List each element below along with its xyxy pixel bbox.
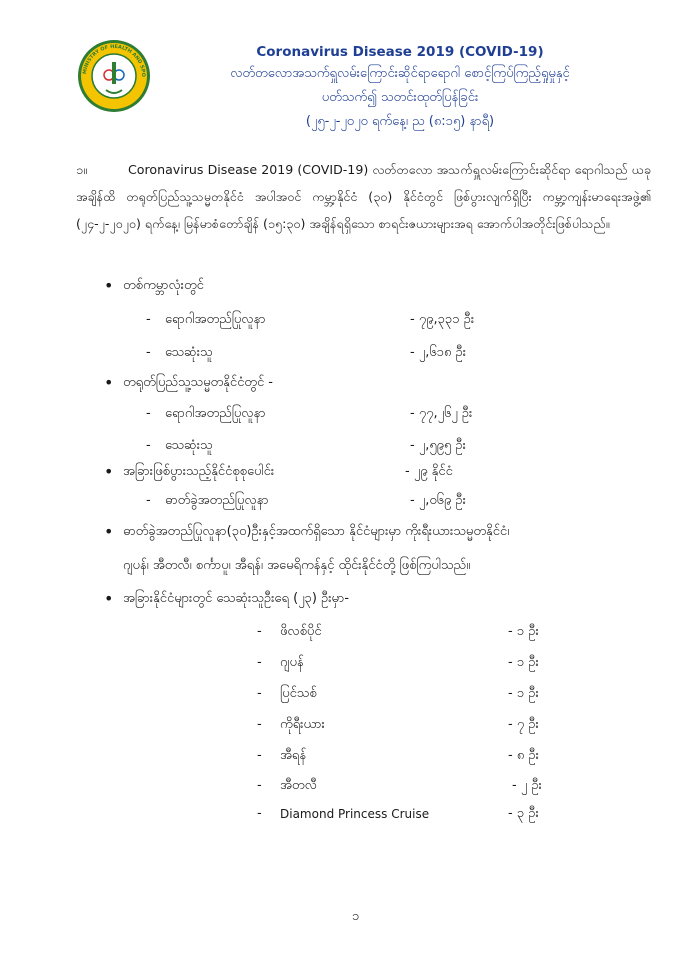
country-name: အီတလီ [280,778,317,793]
intro-paragraph [76,156,651,237]
page-number: ၁ [352,909,360,924]
country-deaths: - ၁ ဦး [508,655,539,670]
bullet-icon: • [104,462,114,481]
dash-icon: - [257,655,262,670]
other-confirmed-value: - ၂,၀၆၉ ဦး [410,493,466,508]
bullet-icon: • [104,589,114,608]
over20-line-2: ဂျပန်၊ အီတလီ၊ စင်္ကာပူ၊ အီရန်၊ အမေရိကန်နှင့် ထိုင်းနိုင်ငံတို့ ဖြစ်ကြပါသည်။ [123,558,471,573]
country-name: ဖိလစ်ပိုင် [280,624,322,639]
bullet-icon: • [104,373,114,392]
seal-arc-text: MINISTRY OF HEALTH AND SPO [81,43,147,78]
country-name: Diamond Princess Cruise [280,807,430,821]
china-deaths-value: - ၂,၅၉၅ ဦး [410,438,466,453]
dash-icon: - [146,406,151,421]
intro-text: Coronavirus Disease 2019 (COVID-19) လတ်တလော အသက်ရှူလမ်းကြောင်းဆိုင်ရာ ရောဂါသည် ယခုအချိန်ထိ တရုတ်ပြည်သူ့သမ္မတနိုင်ငံ အပါအဝင် ကမ္ဘာ့နိုင်ငံ (၃၀) နိုင်ငံတွင် ဖြစ်ပွားလျက်ရှိပြီး ကမ္ဘာ့ကျန်းမာရေးအဖွဲ့၏ (၂၄-၂-၂၀၂၀) ရက်နေ့၊ မြန်မာစံတော်ချိန် (၁၅:၃၀) အချိန်ရရှိသော စာရင်းဇယားများအရ အောက်ပါအတိုင်းဖြစ်ပါသည်။ [76,162,651,231]
title-line-2: ပတ်သက်၍ သတင်းထုတ်ပြန်ခြင်း [321,90,479,105]
dash-icon: - [257,806,262,821]
bullet-icon: • [104,276,114,295]
ministry-logo [76,38,152,114]
china-confirmed-label: ရောဂါအတည်ပြုလူနာ [165,406,266,421]
dash-icon: - [257,717,262,732]
over20-line-1: ဓာတ်ခွဲအတည်ပြုလူနာ(၃၀)ဦးနှင့်အထက်ရှိသော နိုင်ငံများမှာ ကိုးရီးယားသမ္မတနိုင်ငံ၊ [123,524,510,539]
dash-icon: - [257,778,262,793]
world-confirmed-label: ရောဂါအတည်ပြုလူနာ [165,312,266,327]
dash-icon: - [146,345,151,360]
dash-icon: - [257,686,262,701]
country-deaths: - ၂ ဦး [512,778,542,793]
deaths-other-heading: အခြားနိုင်ငံများတွင် သေဆုံးသူဦးရေ (၂၃) ဦးမှာ- [123,591,350,606]
china-confirmed-value: - ၇၇,၂၆၂ ဦး [410,406,473,421]
china-heading: တရုတ်ပြည်သူ့သမ္မတနိုင်ငံတွင် - [123,375,273,390]
bullet-icon: • [104,522,114,541]
other-countries-value: - ၂၉ နိုင်ငံ [405,464,453,479]
world-heading: တစ်ကမ္ဘာလုံးတွင် [123,278,204,293]
country-deaths: - ၇ ဦး [508,717,539,732]
dash-icon: - [257,624,262,639]
dash-icon: - [146,312,151,327]
country-name: ဂျပန် [280,655,304,670]
paragraph-number: ၁။ [76,162,87,177]
title-line-1: လတ်တလောအသက်ရှူလမ်းကြောင်းဆိုင်ရာရောဂါ စောင့်ကြပ်ကြည့်ရှုမှုနှင့် [230,66,570,81]
country-deaths: - ၁ ဦး [508,686,539,701]
country-deaths: - ၈ ဦး [508,748,539,763]
country-name: အီရန် [280,748,307,763]
world-deaths-value: - ၂,၆၁၈ ဦး [410,345,467,360]
world-deaths-label: သေဆုံးသူ [165,345,213,360]
ministry-seal-icon [76,38,152,114]
dash-icon: - [146,438,151,453]
country-name: ပြင်သစ် [280,686,317,701]
country-name: ကိုရီးယား [280,717,325,732]
other-confirmed-label: ဓာတ်ခွဲအတည်ပြုလူနာ [165,493,269,508]
title-line-3-date: (၂၅-၂-၂၀၂၀ ရက်နေ့၊ ည (၈:၁၅) နာရီ) [305,114,495,129]
world-confirmed-value: - ၇၉,၃၃၁ ဦး [410,312,475,327]
dash-icon: - [146,493,151,508]
header [165,42,635,134]
dash-icon: - [257,748,262,763]
country-deaths: - ၁ ဦး [508,624,539,639]
title-english: Coronavirus Disease 2019 (COVID-19) [256,44,544,60]
seal-staff [112,62,116,84]
other-heading: အခြားဖြစ်ပွားသည့်နိုင်ငံစုစုပေါင်း [123,464,275,479]
country-deaths: - ၃ ဦး [508,806,539,821]
china-deaths-label: သေဆုံးသူ [165,438,213,453]
